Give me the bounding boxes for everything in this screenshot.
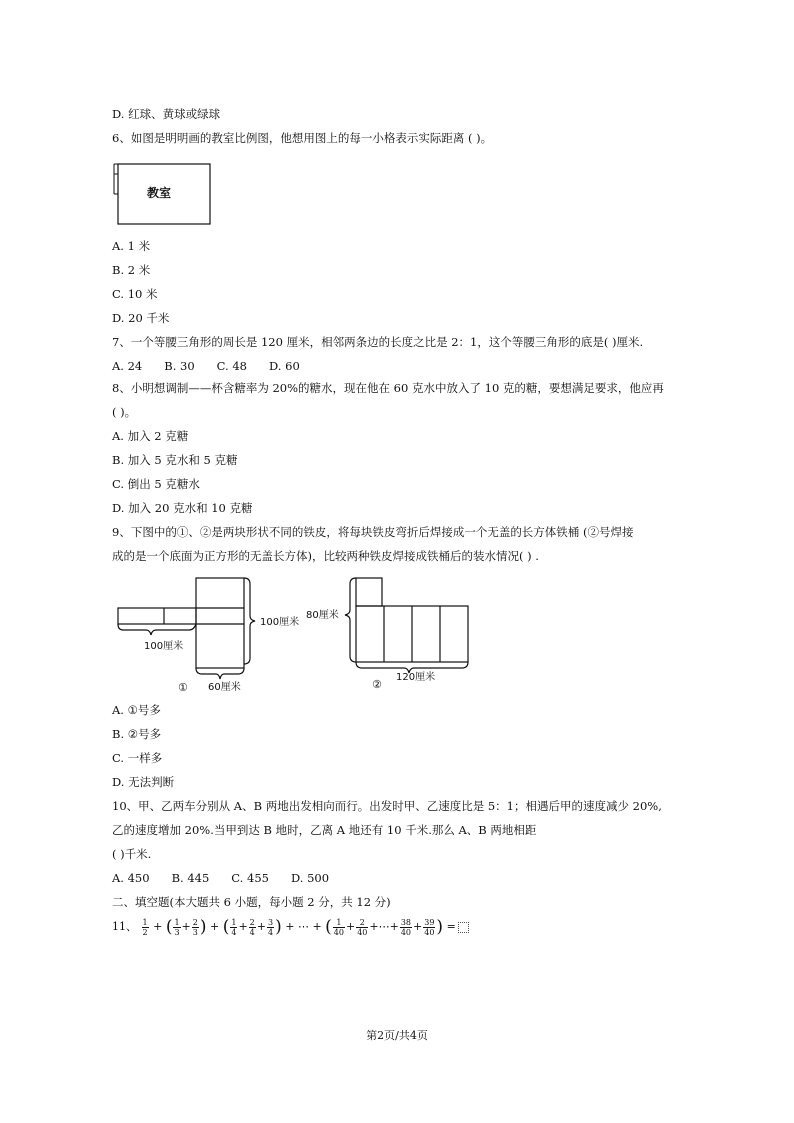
page-footer: 第2页/共4页 [366, 1029, 428, 1042]
sheet-2 [345, 578, 468, 673]
q8-option-c: C. 倒出 5 克糖水 [112, 477, 200, 491]
q7-option-a: A. 24 [112, 359, 143, 373]
answer-placeholder-box [458, 922, 469, 933]
q10-stem-line1: 10、甲、乙两车分别从 A、B 两地出发相向而行。出发时甲、乙速度比是 5：1；相遇后甲的速度减少 20%, [112, 799, 662, 813]
fraction-1-3: $\frac{1}{3}$ [174, 917, 180, 937]
q9-option-c: C. 一样多 [112, 751, 163, 765]
q9-stem-line1: 9、下图中的①、②是两块形状不同的铁皮，将每块铁皮弯折后焊接成一个无盖的长方体铁桶 (②号焊接 [112, 525, 634, 539]
q9-option-b: B. ②号多 [112, 727, 162, 741]
label-100cm: 100厘米 [144, 641, 184, 652]
sheet-2-top-square [356, 578, 382, 606]
q6-stem: 6、如图是明明画的教室比例图，他想用图上的每一小格表示实际距离 ( )。 [112, 131, 493, 145]
q7-option-c: C. 48 [216, 359, 247, 373]
fraction-1-4: $\frac{1}{4}$ [231, 917, 237, 937]
label-100cm-side: 100厘米 [260, 617, 300, 628]
q11-expression: 11、 $\frac{1}{2}$ + ( $\frac{1}{3}$ + $\frac{2}{3}$ ) + ( $\frac{1}{4}$ + $\frac{2}{4}$ + $\frac{3}{4}$ ) + ⋯ + ( $\frac{1}{40}$ + $\frac{2}{40}$ +⋯+ $\frac{38}{40}$ + $\frac{39}{40}$ ) = [112, 916, 469, 938]
fraction-2-40: $\frac{2}{40}$ [357, 917, 368, 937]
brace-100-side [244, 578, 255, 664]
classroom-label: 教室 [147, 186, 172, 200]
q7-options [112, 358, 322, 374]
q10-option-c: C. 455 [231, 871, 269, 885]
label-120cm: 120厘米 [396, 672, 436, 683]
q9-option-d: D. 无法判断 [112, 775, 175, 789]
brace-100-bottom [118, 624, 196, 635]
brace-80 [345, 578, 356, 662]
q9-sheet-figures [110, 574, 480, 698]
q10-option-d: D. 500 [290, 871, 330, 885]
q6-option-a: A. 1 米 [112, 239, 151, 253]
q11-number: 11、 [112, 920, 137, 933]
q7-stem: 7、一个等腰三角形的周长是 120 厘米，相邻两条边的长度之比是 2：1，这个等腰三角形的底是( )厘米. [112, 335, 644, 349]
q8-option-d: D. 加入 20 克水和 10 克糖 [112, 501, 253, 515]
q8-option-b: B. 加入 5 克水和 5 克糖 [112, 453, 238, 467]
fraction-39-40: $\frac{39}{40}$ [424, 917, 435, 937]
section-2-title: 二、填空题(本大题共 6 小题，每小题 2 分，共 12 分) [112, 895, 391, 909]
q6-option-c: C. 10 米 [112, 287, 158, 301]
q10-option-b: B. 445 [171, 871, 210, 885]
label-60cm: 60厘米 [208, 682, 241, 693]
q6-classroom-figure [112, 160, 217, 230]
fraction-1-40: $\frac{1}{40}$ [333, 917, 344, 937]
q8-stem-line2: ( )。 [112, 405, 137, 419]
q6-option-d: D. 20 千米 [112, 311, 170, 325]
fraction-2-3: $\frac{2}{3}$ [192, 917, 198, 937]
figure-2-number: ② [372, 678, 382, 691]
sheet-1 [118, 578, 255, 679]
sheet-1-side-rect [118, 608, 196, 624]
q10-options [112, 870, 351, 886]
fraction-38-40: $\frac{38}{40}$ [400, 917, 412, 937]
figure-1-number: ① [178, 681, 188, 694]
q5-option-d: D. 红球、黄球或绿球 [112, 107, 221, 121]
q10-stem-line2: 乙的速度增加 20%.当甲到达 B 地时，乙离 A 地还有 10 千米.那么 A、B 两地相距 [112, 823, 537, 837]
q6-option-b: B. 2 米 [112, 263, 151, 277]
fraction-1-2: $\frac{1}{2}$ [142, 917, 148, 937]
q8-option-a: A. 加入 2 克糖 [112, 429, 189, 443]
sheet-1-tall-rect [196, 578, 244, 668]
fraction-3-4: $\frac{3}{4}$ [267, 917, 274, 937]
q10-option-a: A. 450 [112, 871, 150, 885]
q9-stem-line2: 成的是一个底面为正方形的无盖长方体)，比较两种铁皮焊接成铁桶后的装水情况( ) . [112, 549, 539, 563]
q7-option-b: B. 30 [164, 359, 195, 373]
q9-option-a: A. ①号多 [112, 703, 161, 717]
q10-stem-line3: ( )千米. [112, 847, 152, 861]
q7-option-d: D. 60 [269, 359, 300, 373]
label-80cm: 80厘米 [306, 610, 339, 621]
brace-60 [196, 668, 244, 679]
fraction-2-4: $\frac{2}{4}$ [249, 917, 255, 937]
q8-stem-line1: 8、小明想调制——杯含糖率为 20%的糖水，现在他在 60 克水中放入了 10 克的糖，要想满足要求，他应再 [112, 381, 664, 395]
